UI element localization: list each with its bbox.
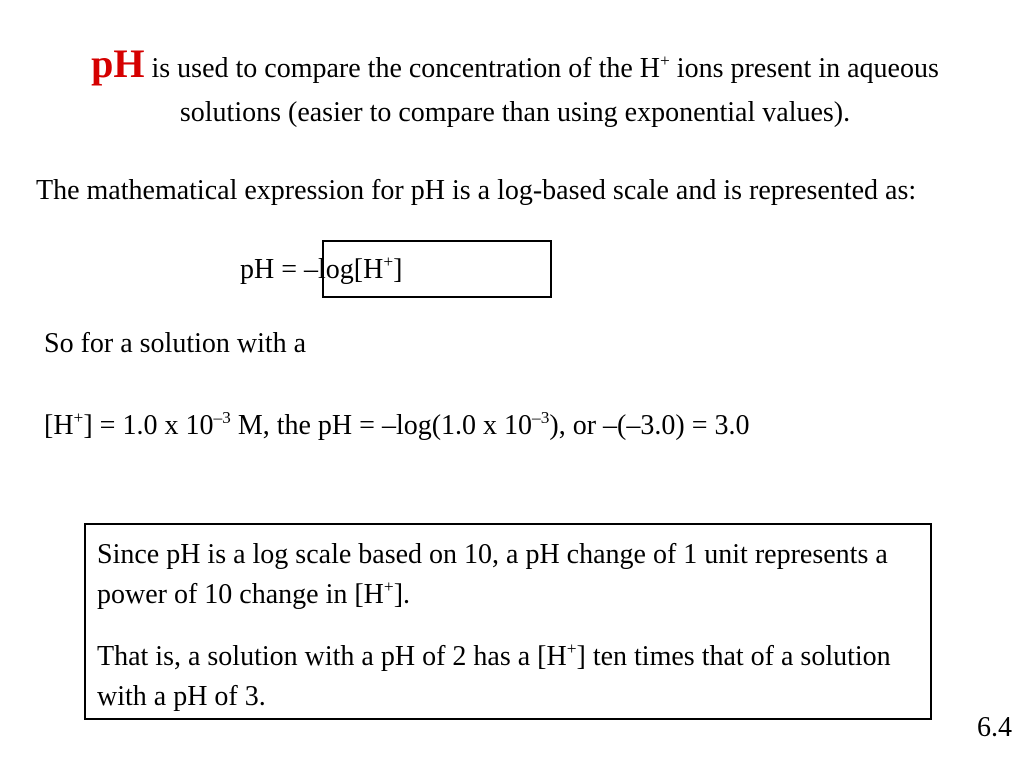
ph-heading-word: pH: [91, 41, 145, 86]
formula-plus: +: [383, 251, 394, 271]
intro-paragraph: [40, 42, 990, 135]
intro-text-b: ions present in aqueous solutions (easier to compare than using exponential values).: [179, 53, 939, 128]
example-calculation: [44, 406, 750, 446]
note-p1-text-a: Since pH is a log scale based on 10, a pH change of 1 unit represents a power of 10 change in [H: [97, 539, 888, 610]
intro-text-a: is used to compare the concentration of the H: [144, 53, 660, 84]
example-plus: +: [73, 407, 84, 427]
slide-number: 6.4: [977, 712, 1012, 743]
example-exponent-2: –3: [532, 407, 550, 427]
note-p1-plus: +: [383, 576, 394, 596]
formula-text-b: ]: [393, 254, 403, 285]
example-lead: So for a solution with a: [44, 328, 307, 359]
note-p2-plus: +: [566, 638, 577, 658]
note-p2-text-a: That is, a solution with a pH of 2 has a [H: [97, 641, 567, 672]
note-box: [84, 523, 932, 720]
intro-plus: +: [660, 50, 670, 70]
expression-paragraph: The mathematical expression for pH is a log-based scale and is represented as:: [36, 175, 917, 206]
formula-text-a: pH = –log[H: [240, 254, 384, 285]
example-part-4: ), or –(–3.0) = 3.0: [549, 410, 750, 441]
example-exponent-1: –3: [213, 407, 231, 427]
note-p2-text-b: ] ten times that of a solution with a pH of 3.: [97, 641, 891, 712]
ph-formula: [240, 252, 402, 288]
note-paragraph-1: [97, 535, 918, 615]
example-part-3: M, the pH = –log(1.0 x 10: [230, 410, 533, 441]
note-p1-text-b: ].: [393, 579, 411, 610]
example-part-2: ] = 1.0 x 10: [83, 410, 214, 441]
note-paragraph-2: [97, 637, 918, 717]
example-part-1: [H: [44, 410, 74, 441]
